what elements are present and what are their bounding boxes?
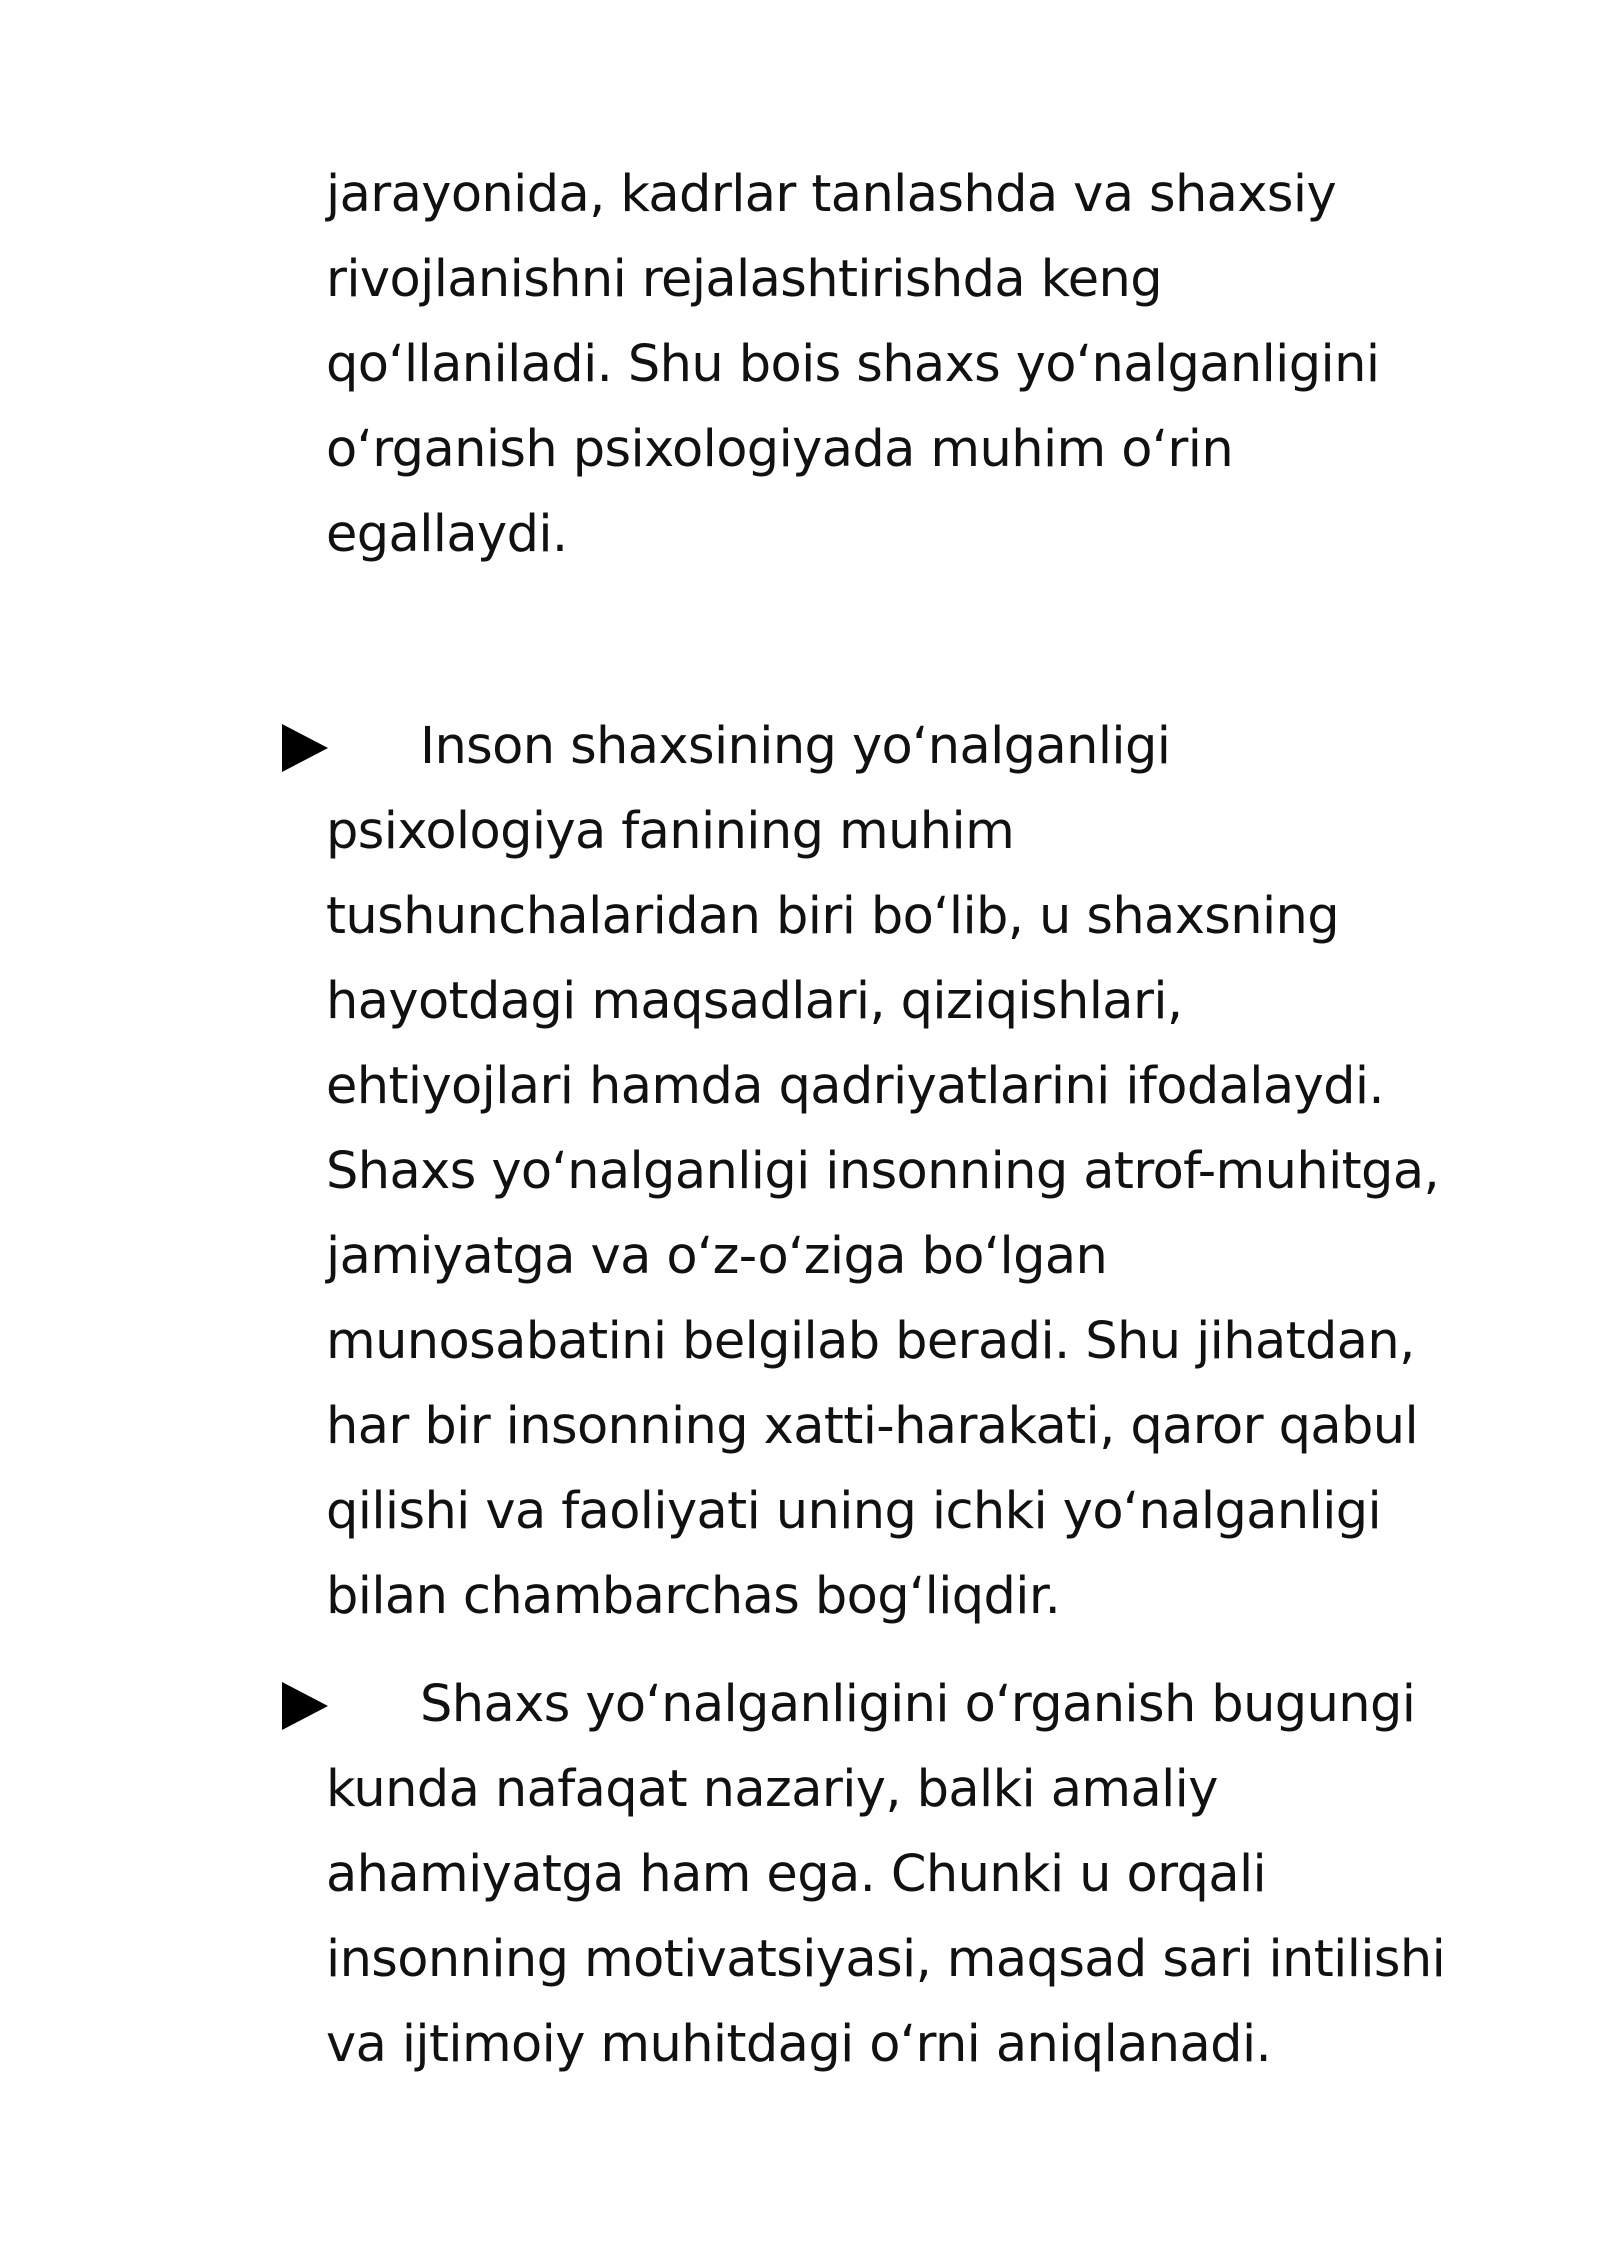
text-line: har bir insonning xatti-harakati, qaror qabul [326, 1397, 1419, 1456]
text-line [326, 1662, 1526, 1747]
text-line-content: Shaxs yo‘nalganligini o‘rganish bugungi [420, 1675, 1416, 1734]
text-line: va ijtimoiy muhitdagi o‘rni aniqlanadi. [326, 2015, 1272, 2074]
text-line: rivojlanishni rejalashtirishda keng [326, 250, 1162, 309]
triangle-bullet-icon [282, 1682, 328, 1730]
text-line: qilishi va faoliyati uning ichki yo‘nalganligi [326, 1482, 1382, 1541]
text-line: munosabatini belgilab beradi. Shu jihatdan, [326, 1312, 1415, 1371]
text-line: insonning motivatsiyasi, maqsad sari intilishi [326, 1930, 1446, 1989]
text-line: o‘rganish psixologiyada muhim o‘rin [326, 420, 1234, 479]
triangle-bullet-icon [282, 724, 328, 772]
text-line: kunda nafaqat nazariy, balki amaliy [326, 1760, 1218, 1819]
text-line [326, 704, 1526, 789]
text-line: egallaydi. [326, 505, 568, 564]
text-line: psixologiya fanining muhim [326, 802, 1015, 861]
text-line: jamiyatga va o‘z-o‘ziga bo‘lgan [326, 1227, 1108, 1286]
text-line: tushunchalaridan biri bo‘lib, u shaxsning [326, 887, 1340, 946]
text-line: Shaxs yo‘nalganligi insonning atrof-muhitga, [326, 1142, 1440, 1201]
text-line: bilan chambarchas bog‘liqdir. [326, 1567, 1061, 1626]
bullet-paragraph [326, 704, 1526, 1639]
bullet-paragraph [326, 1662, 1526, 2087]
intro-paragraph [326, 152, 1526, 577]
text-line: hayotdagi maqsadlari, qiziqishlari, [326, 972, 1183, 1031]
text-line: ehtiyojlari hamda qadriyatlarini ifodalaydi. [326, 1057, 1385, 1116]
text-line: ahamiyatga ham ega. Chunki u orqali [326, 1845, 1267, 1904]
text-line: jarayonida, kadrlar tanlashda va shaxsiy [326, 165, 1337, 224]
text-line: qo‘llaniladi. Shu bois shaxs yo‘nalganligini [326, 335, 1380, 394]
text-line-content: Inson shaxsining yo‘nalganligi [420, 717, 1171, 776]
